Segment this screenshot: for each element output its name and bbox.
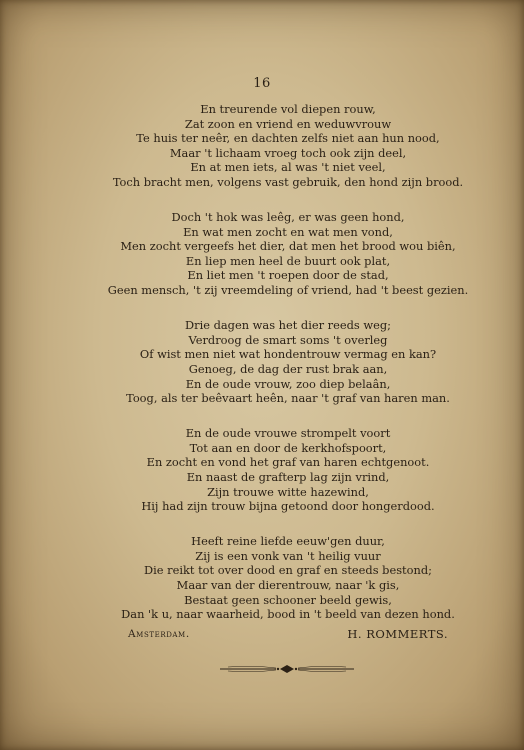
- stanza-5: [98, 534, 478, 622]
- signature-author: H. ROMMERTS.: [347, 627, 448, 641]
- stanza-4: [98, 426, 478, 514]
- page-number: 16: [253, 76, 271, 91]
- poem-line: Men zocht vergeefs het dier, dat men het brood wou biên,: [120, 239, 456, 254]
- poem-line: Te huis ter neêr, en dachten zelfs niet aan hun nood,: [136, 131, 440, 146]
- signature: [128, 626, 448, 642]
- poem-line: Zat zoon en vriend en weduwvrouw: [184, 116, 392, 131]
- poem: [98, 102, 478, 642]
- poem-line: En liep men heel de buurt ook plat,: [185, 253, 391, 268]
- poem-line: Zijn trouwe witte hazewind,: [207, 484, 369, 499]
- ornament-divider: [218, 662, 356, 676]
- poem-line: En liet men 't roepen door de stad,: [187, 268, 389, 283]
- poem-line: En de oude vrouw, zoo diep belaân,: [185, 376, 391, 391]
- poem-line: Genoeg, de dag der rust brak aan,: [188, 361, 388, 376]
- poem-line: Dan 'k u, naar waarheid, bood in 't beeld van dezen hond.: [121, 607, 455, 622]
- poem-line: En wat men zocht en wat men vond,: [183, 224, 393, 239]
- stanza-1: [98, 102, 478, 190]
- signature-place: Amsterdam.: [128, 628, 190, 640]
- poem-line: Heeft reine liefde eeuw'gen duur,: [191, 534, 385, 549]
- poem-line: Bestaat geen schooner beeld gewis,: [184, 592, 392, 607]
- poem-line: En treurende vol diepen rouw,: [200, 102, 376, 116]
- stanza-2: [98, 210, 478, 298]
- poem-line: Geen mensch, 't zij vreemdeling of vriend, had 't beest gezien.: [107, 283, 469, 298]
- poem-line: Doch 't hok was leêg, er was geen hond,: [171, 210, 405, 225]
- poem-line: En at men iets, al was 't niet veel,: [190, 160, 386, 175]
- poem-line: Hij had zijn trouw bijna getoond door hongerdood.: [141, 499, 435, 514]
- poem-line: Verdroog de smart soms 't overleg: [188, 332, 388, 347]
- poem-line: En de oude vrouwe strompelt voort: [185, 426, 391, 441]
- poem-line: En naast de grafterp lag zijn vrind,: [186, 469, 390, 484]
- poem-line: Drie dagen was het dier reeds weg;: [185, 318, 391, 333]
- poem-line: En zocht en vond het graf van haren echtgenoot.: [146, 455, 430, 470]
- poem-line: Of wist men niet wat hondentrouw vermag en kan?: [139, 347, 437, 362]
- poem-line: Zij is een vonk van 't heilig vuur: [195, 548, 381, 563]
- poem-line: Maar 't lichaam vroeg toch ook zijn deel,: [169, 145, 407, 160]
- stanza-3: [98, 318, 478, 406]
- poem-line: Toog, als ter beêvaart heên, naar 't graf van haren man.: [126, 391, 450, 406]
- poem-line: Maar van der dierentrouw, naar 'k gis,: [176, 578, 400, 593]
- poem-line: Die reikt tot over dood en graf en steeds bestond;: [144, 563, 432, 578]
- poem-line: Tot aan en door de kerkhofspoort,: [189, 440, 387, 455]
- poem-line: Toch bracht men, volgens vast gebruik, den hond zijn brood.: [112, 174, 464, 189]
